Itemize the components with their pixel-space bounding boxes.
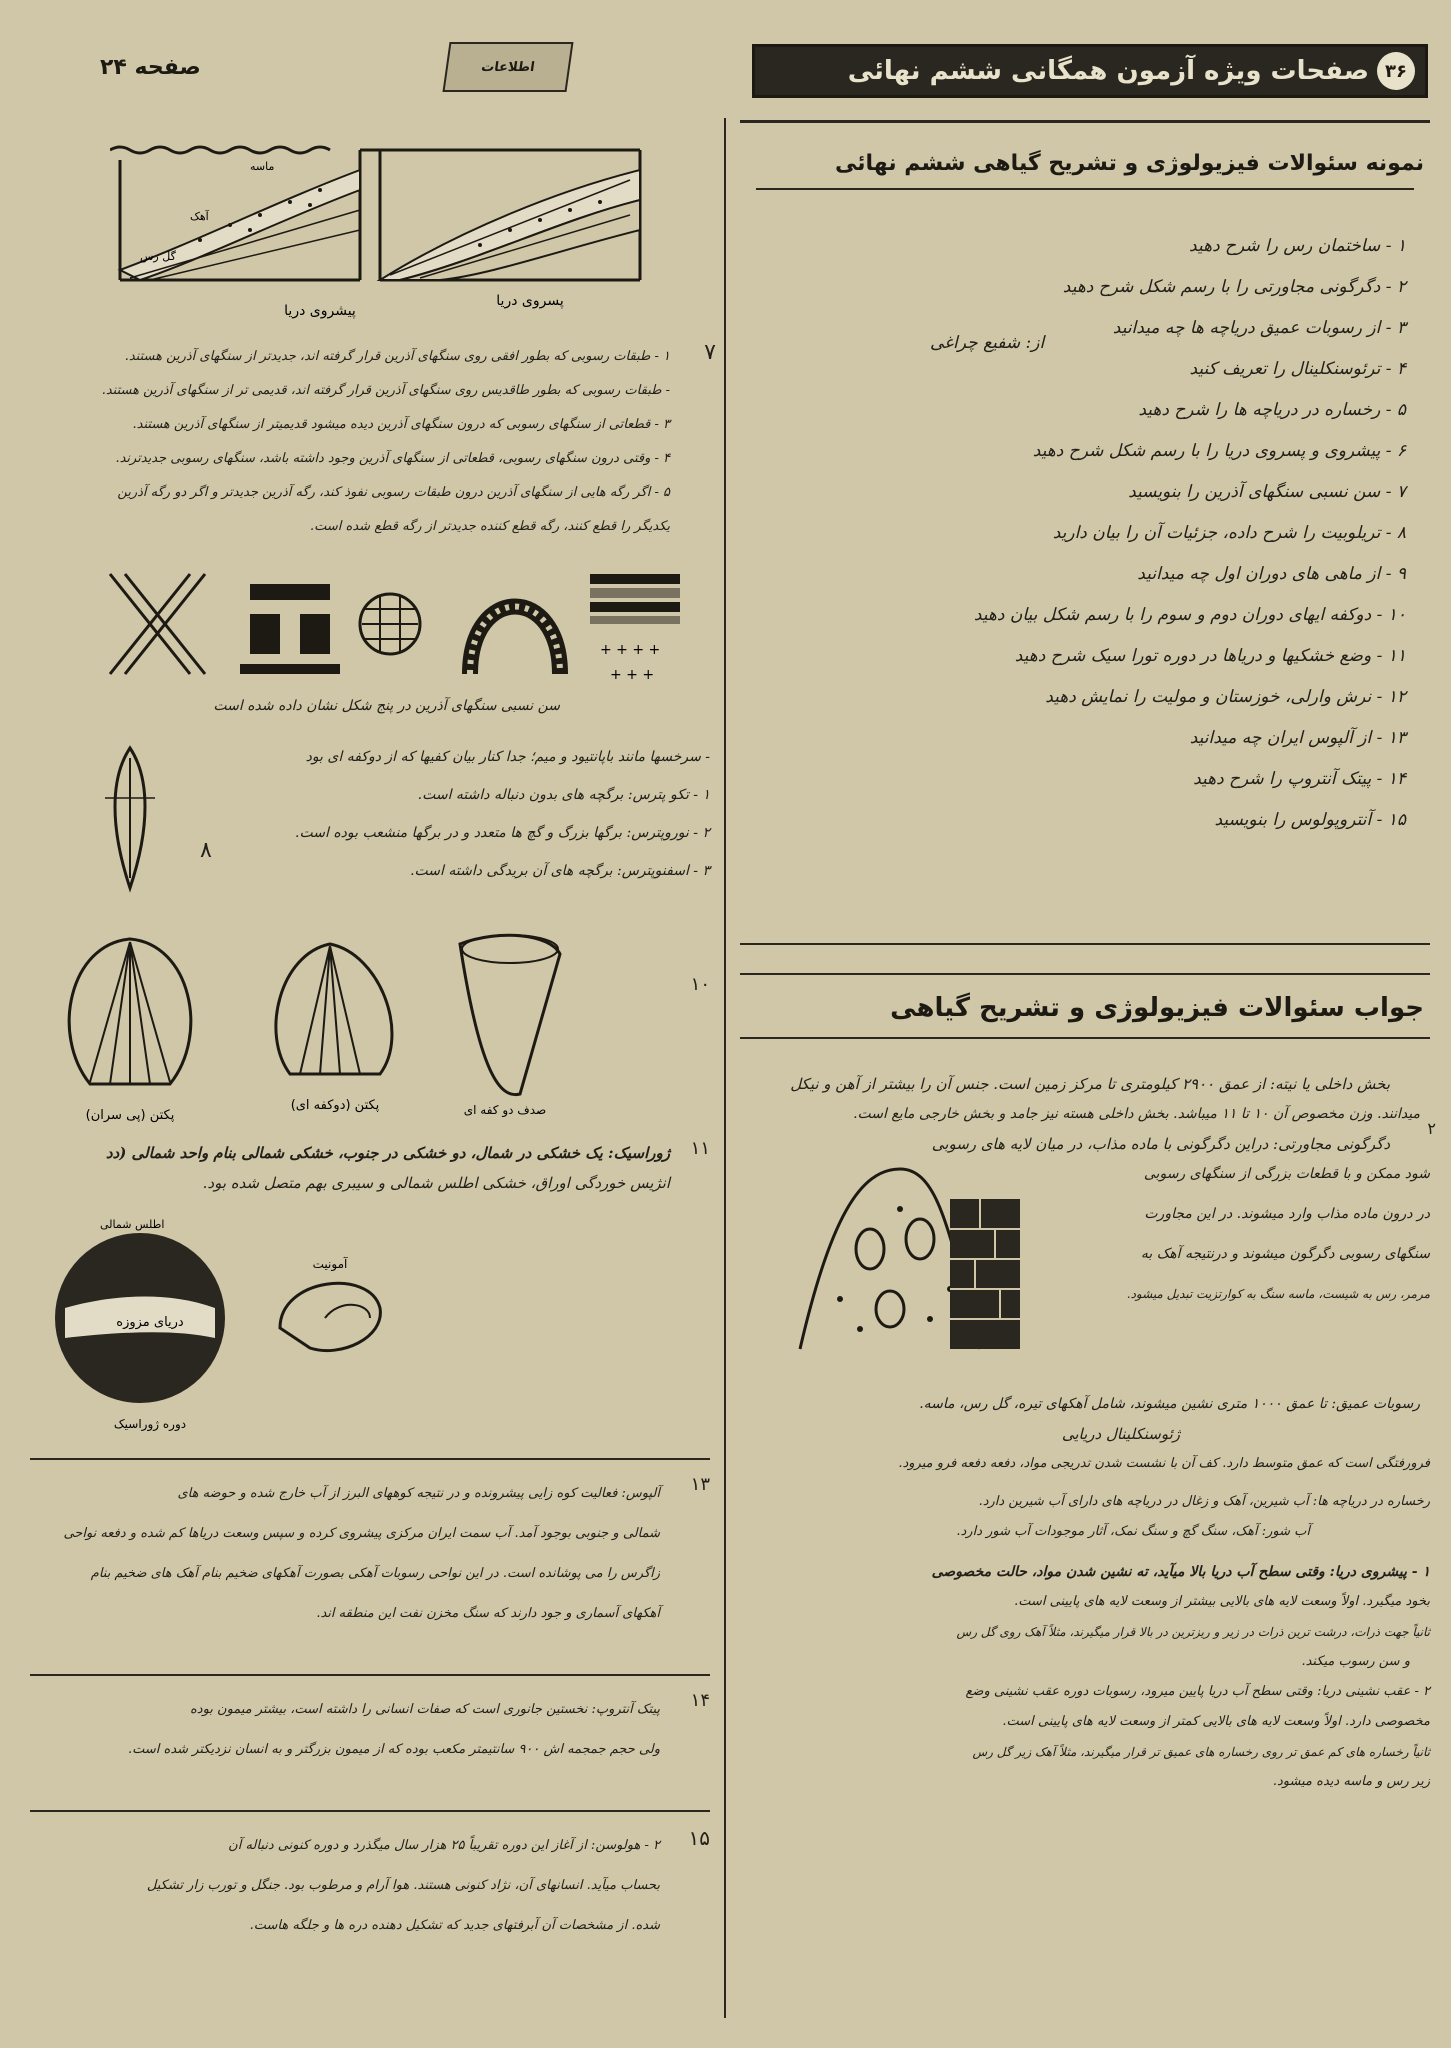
answer-7-line-5: ۵ - اگر رگه هایی از سنگهای آذرین درون طبقات رسوبی نفوذ کند، رگه آذرین جدیدتر و اگر دو رگه آذرین — [117, 485, 670, 500]
map-caption: دوره ژوراسیک — [113, 1417, 187, 1431]
jurassic-map — [40, 1208, 500, 1438]
answer-6-line-6: مخصوصی دارد. اولاً وسعت لایه های بالایی کمتر از وسعت لایه های پایینی است. — [1002, 1714, 1430, 1729]
section-rule-2 — [30, 1674, 710, 1676]
answer-6-line-1: ۱ - پیشروی دریا: وقتی سطح آب دریا بالا میآید، ته نشین شدن مواد، حالت مخصوصی — [931, 1564, 1430, 1580]
svg-text:+ + + +: + + + + — [600, 642, 661, 658]
contact-metamorphism-diagram — [780, 1159, 1040, 1359]
answer-7-caption: سن نسبی سنگهای آذرین در پنج شکل نشان داده شده است — [213, 698, 560, 714]
answer-number-7: ۷ — [704, 340, 716, 365]
label-clay: گل رس — [140, 250, 176, 263]
answer-10-block — [30, 924, 710, 1134]
answer-14-lines — [30, 1690, 710, 1770]
answer-13-line-3: زاگرس را می پوشانده است. در این نواحی رسوبات آهکی بصورت آهکهای ضخیم بنام آهک های ضخیم بنام — [90, 1566, 660, 1581]
map-sea-label: دریای مزوزه — [116, 1315, 184, 1330]
label-sand: ماسه — [250, 160, 275, 173]
answer-6-line-2: بخود میگیرد. اولاً وسعت لایه های بالایی بیشتر از وسعت لایه های پایینی است. — [1014, 1594, 1430, 1609]
map-north-label: اطلس شمالی — [100, 1218, 165, 1231]
answer-14-line-1: پیتک آنتروپ: نخستین جانوری است که صفات انسانی را داشته است، بیشتر میمون بوده — [189, 1702, 660, 1717]
diagram-4 — [240, 584, 340, 674]
regression-caption: پسروی دریا — [496, 293, 564, 309]
answer-13-line-2: شمالی و جنوبی بوجود آمد. آب سمت ایران مرکزی پیشروی کرده و سپس وسعت دریاها کم شده و دفعه نواحی — [63, 1526, 660, 1541]
answer-15-line-1: ۲ - هولوسن: از آغاز این دوره تقریباً ۲۵ هزار سال میگذرد و دوره کنونی دنباله آن — [228, 1838, 660, 1853]
transgression-caption: پیشروی دریا — [284, 303, 356, 319]
question-line-12: ۱۲ - نرش وارلی، خوزستان و مولیت را نمایش دهید — [1045, 687, 1406, 707]
section-rule-3 — [30, 1810, 710, 1812]
fish-fossil-sketch — [90, 738, 170, 898]
answer-number-11: ۱۱ — [690, 1138, 710, 1159]
answer-6-line-7: ثانیاً رخساره های کم عمق تر روی رخساره های عمیق تر قرار میگیرند، مثلاً آهک زیر گل رس — [972, 1745, 1430, 1759]
question-line-10: ۱۰ - دوکفه ایهای دوران دوم و سوم را با رسم شکل بیان دهید — [973, 605, 1406, 625]
answer-6-line-8: زیر رس و ماسه دیده میشود. — [1272, 1774, 1430, 1789]
answer-number-10: ۱۰ — [690, 974, 710, 995]
answer-6-line-5: ۲ - عقب نشینی دریا: وقتی سطح آب دریا پایین میرود، رسوبات دوره عقب نشینی وضع — [965, 1684, 1430, 1699]
answer-2-line-5: مرمر، رس به شیست، ماسه سنگ به کوارتزیت تبدیل میشود. — [1126, 1287, 1430, 1301]
question-line-9: ۹ - از ماهی های دوران اول چه میدانید — [1137, 564, 1406, 584]
question-line-8: ۸ - تریلوبیت را شرح داده، جزئیات آن را بیان دارید — [1052, 523, 1406, 543]
answer-1-line-1: بخش داخلی یا نیته: از عمق ۲۹۰۰ کیلومتری تا مرکز زمین است. جنس آن را بیشتر از آهن و نیکل — [790, 1075, 1390, 1093]
question-line-7: ۷ - سن نسبی سنگهای آذرین را بنویسید — [1128, 482, 1406, 502]
question-line-13: ۱۳ - از آلپوس ایران چه میدانید — [1189, 728, 1406, 748]
answer-8-line-2: ۱ - تکو پترس: برگچه های بدون دنباله داشته است. — [417, 787, 710, 803]
header-left — [80, 42, 590, 92]
answer-13-line-1: آلپوس: فعالیت کوه زایی پیشرونده و در نتیجه کوههای البرز از آب خارج شده و حوضه های — [177, 1486, 660, 1501]
answer-15-line-3: شده. از مشخصات آن آبرفتهای جدید که تشکیل دهنده دره ها و جلگه هاست. — [249, 1918, 660, 1933]
section-banner — [752, 44, 1428, 98]
diagram-3 — [360, 594, 420, 654]
answer-8-block — [30, 738, 710, 908]
answer-11-line-2: انژیس خوردگی اوراق، خشکی اطلس شمالی و سیبری بهم متصل شده بود. — [202, 1174, 670, 1192]
shell-label-1: پکتن (پی سران) — [85, 1108, 175, 1123]
shell-label-2: پکتن (دوکفه ای) — [290, 1098, 380, 1113]
label-limestone: آهک — [190, 210, 209, 223]
question-line-11: ۱۱ - وضع خشکیها و دریاها در دوره تورا سیک شرح دهید — [1014, 646, 1406, 666]
answer-4-heading: ژئوسنکلینال دریایی — [1061, 1425, 1180, 1443]
sea-diagrams — [30, 120, 710, 330]
bivalve-shell — [460, 935, 560, 1118]
pecten-shell-2 — [276, 944, 392, 1113]
diagram-1 — [590, 574, 680, 683]
shell-fossils — [50, 924, 640, 1134]
transgression-diagram — [110, 130, 370, 320]
answer-11-line-1: ژوراسیک: یک خشکی در شمال، دو خشکی در جنوب، خشکی شمالی بنام واحد شمالی (دد — [105, 1144, 670, 1162]
question-line-4: ۴ - ترئوسنکلینال را تعریف کنید — [1189, 359, 1406, 379]
question-line-15: ۱۵ - آنتروپولوس را بنویسید — [1214, 810, 1406, 830]
ammonite-label: آمونیت — [312, 1257, 348, 1271]
answer-6-line-3: ثانیاً جهت ذرات، درشت ترین ذرات در زیر و ریزترین در بالا قرار میگیرند، مثلاً آهک روی گل رس — [956, 1625, 1430, 1639]
answer-13-lines — [30, 1474, 710, 1634]
answers-title: جواب سئوالات فیزیولوژی و تشریح گیاهی — [890, 993, 1424, 1023]
newspaper-logo: اطلاعات — [442, 42, 573, 92]
answer-2-line-1: دگرگونی مجاورتی: دراین دگرگونی با ماده مذاب، در میان لایه های رسوبی — [931, 1135, 1390, 1153]
question-line-1: ۱ - ساختمان رس را شرح دهید — [1189, 236, 1406, 256]
answer-2-line-4: سنگهای رسوبی دگرگون میشوند و درنتیجه آهک به — [1140, 1246, 1430, 1262]
answer-7-line-4: ۴ - وقتی درون سنگهای رسوبی، قطعاتی از سنگهای آذرین وجود داشته باشد، سنگهای رسوبی جدیدترند. — [115, 451, 670, 466]
igneous-diagrams-svg — [90, 554, 690, 694]
author-line: از: شفیع چراغی — [930, 333, 1045, 353]
igneous-age-diagrams — [30, 554, 710, 694]
answer-13-block — [30, 1474, 710, 1634]
answer-8-lines — [240, 738, 710, 890]
jurassic-map-block — [30, 1208, 710, 1438]
answer-8-line-3: ۲ - نوروپترس: برگها بزرگ و گچ ها متعدد و در برگها منشعب بوده است. — [295, 825, 710, 841]
diagram-5 — [110, 574, 205, 674]
answer-8-line-1: - سرخسها مانند باپانتیود و میم؛ جدا کنار بیان کفیها که از دوکفه ای بود — [305, 749, 710, 765]
question-line-2: ۲ - دگرگونی مجاورتی را با رسم شکل شرح دهید — [1062, 277, 1406, 297]
answer-11-block — [30, 1138, 710, 1198]
answers-title-rule — [740, 1037, 1430, 1039]
questions-list — [740, 190, 1430, 841]
questions-box — [740, 120, 1430, 945]
answer-1-line-2: میدانند. وزن مخصوص آن ۱۰ تا ۱۱ میباشد. بخش داخلی هسته نیز جامد و بخش خارجی مایع است. — [853, 1106, 1420, 1122]
diagram-2 — [470, 607, 560, 675]
question-line-14: ۱۴ - پیتک آنتروپ را شرح دهید — [1193, 769, 1406, 789]
questions-title: نمونه سئوالات فیزیولوژی و تشریح گیاهی ششم نهائی — [835, 151, 1424, 176]
column-divider — [724, 118, 726, 2018]
answer-2-line-3: در درون ماده مذاب وارد میشوند. در این مجاورت — [1144, 1206, 1430, 1222]
answer-7-line-6: یکدیگر را قطع کنند، رگه قطع کننده جدیدتر از رگه قطع شده است. — [310, 519, 670, 534]
answer-13-line-4: آهکهای آسماری و جود دارند که سنگ مخزن نفت این منطقه اند. — [316, 1606, 660, 1621]
answer-number-14: ۱۴ — [690, 1690, 710, 1711]
right-column — [740, 120, 1436, 1797]
answer-2-line-2: شود ممکن و با قطعات بزرگی از سنگهای رسوبی — [1143, 1166, 1430, 1182]
regression-diagram — [360, 130, 650, 310]
section-title: صفحات ویژه آزمون همگانی ششم نهائی — [847, 56, 1369, 86]
svg-text:+ + +: + + + — [610, 667, 655, 683]
answer-15-line-2: بحساب میآید. انسانهای آن، نژاد کنونی هستند. هوا آرام و مرطوب بود. جنگل و تورب زار تشکیل — [146, 1878, 660, 1893]
answer-number-8: ۸ — [200, 838, 212, 863]
answer-4-line: فرورفتگی است که عمق متوسط دارد. کف آن با نشست شدن تدریجی مواد، دفعه دفعه فرو میرود. — [898, 1456, 1430, 1471]
answer-15-lines — [30, 1826, 710, 1946]
answer-7-line-2: - طبقات رسوبی که بطور طاقدیس روی سنگهای آذرین قرار گرفته اند، قدیمی تر از سنگهای آذرین هستند. — [101, 383, 670, 398]
page-number-label: صفحه ۲۴ — [100, 54, 201, 80]
answer-3-line: رسوبات عمیق: تا عمق ۱۰۰۰ متری نشین میشوند، شامل آهکهای تیره، گل رس، ماسه. — [919, 1396, 1420, 1412]
question-line-5: ۵ - رخساره در دریاچه ها را شرح دهید — [1138, 400, 1406, 420]
page-header — [70, 42, 1440, 104]
answer-7-lines — [30, 340, 710, 544]
answer-7-line-3: ۳ - قطعاتی از سنگهای رسوبی که درون سنگهای آذرین دیده میشود قدیمیتر از سنگهای آذرین هستند. — [132, 417, 670, 432]
shell-label-3: صدف دو کفه ای — [463, 1103, 547, 1117]
question-line-6: ۶ - پیشروی و پسروی دریا را با رسم شکل شرح دهید — [1032, 441, 1406, 461]
answer-14-line-2: ولی حجم جمجمه اش ۹۰۰ سانتیمتر مکعب بوده که از میمون بزرگتر و به انسان نزدیکتر شده است. — [128, 1742, 660, 1757]
answer-number-13: ۱۳ — [690, 1474, 710, 1495]
answer-7-line-1: ۱ - طبقات رسوبی که بطور افقی روی سنگهای آذرین قرار گرفته اند، جدیدتر از سنگهای آذرین هستند. — [124, 349, 670, 364]
answer-5-line-2: آب شور: آهک، سنگ گچ و سنگ نمک، آثار موجودات آب شور دارد. — [956, 1524, 1310, 1539]
answers-section — [740, 973, 1436, 1797]
question-line-3: ۳ - از رسوبات عمیق دریاچه ها چه میدانید — [1112, 318, 1406, 338]
answer-number-2: ۲ — [1427, 1119, 1436, 1138]
answer-6-line-4: و سن رسوب میکند. — [1301, 1654, 1410, 1669]
answer-number-15: ۱۵ — [688, 1826, 710, 1850]
section-rule-1 — [30, 1458, 710, 1460]
answer-5-line-1: رخساره در دریاچه ها: آب شیرین، آهک و زغال در دریاچه های دارای آب شیرین دارد. — [978, 1494, 1430, 1509]
answer-15-block — [30, 1826, 710, 1946]
answer-8-line-4: ۳ - اسفنوپترس: برگچه های آن بریدگی داشته است. — [410, 863, 710, 879]
answer-7-block — [30, 330, 716, 544]
circle-page-number: ۳۶ — [1377, 52, 1415, 90]
pecten-shell-1 — [69, 939, 191, 1123]
answer-14-block — [30, 1690, 710, 1770]
ammonite-sketch — [280, 1256, 380, 1351]
left-column — [30, 120, 716, 1946]
